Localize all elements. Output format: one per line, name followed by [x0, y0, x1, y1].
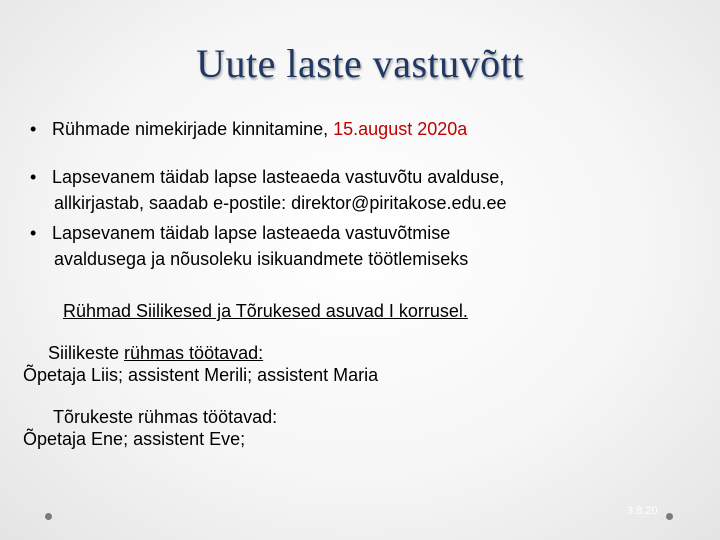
bullet-marker: • — [30, 167, 37, 187]
siilikesed-heading-end: rühmas töötavad: — [124, 343, 264, 363]
torukesed-heading: Tõrukeste rühmas töötavad: — [53, 407, 278, 427]
groups-floor-note: Rühmad Siilikesed ja Tõrukesed asuvad I korrusel. — [63, 301, 468, 321]
approval-date: 15.august 2020a — [333, 119, 468, 139]
slide-title: Uute laste vastuvõtt — [196, 41, 524, 86]
siilikesed-staff: Õpetaja Liis; assistent Merili; assistent Maria — [23, 365, 379, 385]
footer-dot-right — [666, 513, 673, 520]
siilikesed-heading — [48, 342, 263, 364]
bullet-application — [30, 164, 507, 216]
consent-line-2: avaldusega ja nõusoleku isikuandmete töötlemiseks — [54, 249, 469, 269]
bullet-marker: • — [30, 119, 37, 139]
consent-line-1: Lapsevanem täidab lapse lasteaeda vastuvõtmise — [52, 223, 451, 243]
application-line-1: Lapsevanem täidab lapse lasteaeda vastuvõtu avalduse, — [52, 167, 505, 187]
approval-text: Rühmade nimekirjade kinnitamine, — [52, 119, 334, 139]
torukesed-staff: Õpetaja Ene; assistent Eve; — [23, 429, 246, 449]
footer-dot-left — [45, 513, 52, 520]
bullet-consent — [30, 220, 468, 272]
bullet-approval — [30, 116, 467, 142]
siilikesed-heading-start: Siilikeste — [48, 343, 125, 363]
application-line-2: allkirjastab, saadab e-postile: direktor@piritakose.edu.ee — [54, 193, 507, 213]
page-number: 3.8.20 — [627, 505, 658, 517]
bullet-marker: • — [30, 223, 37, 243]
